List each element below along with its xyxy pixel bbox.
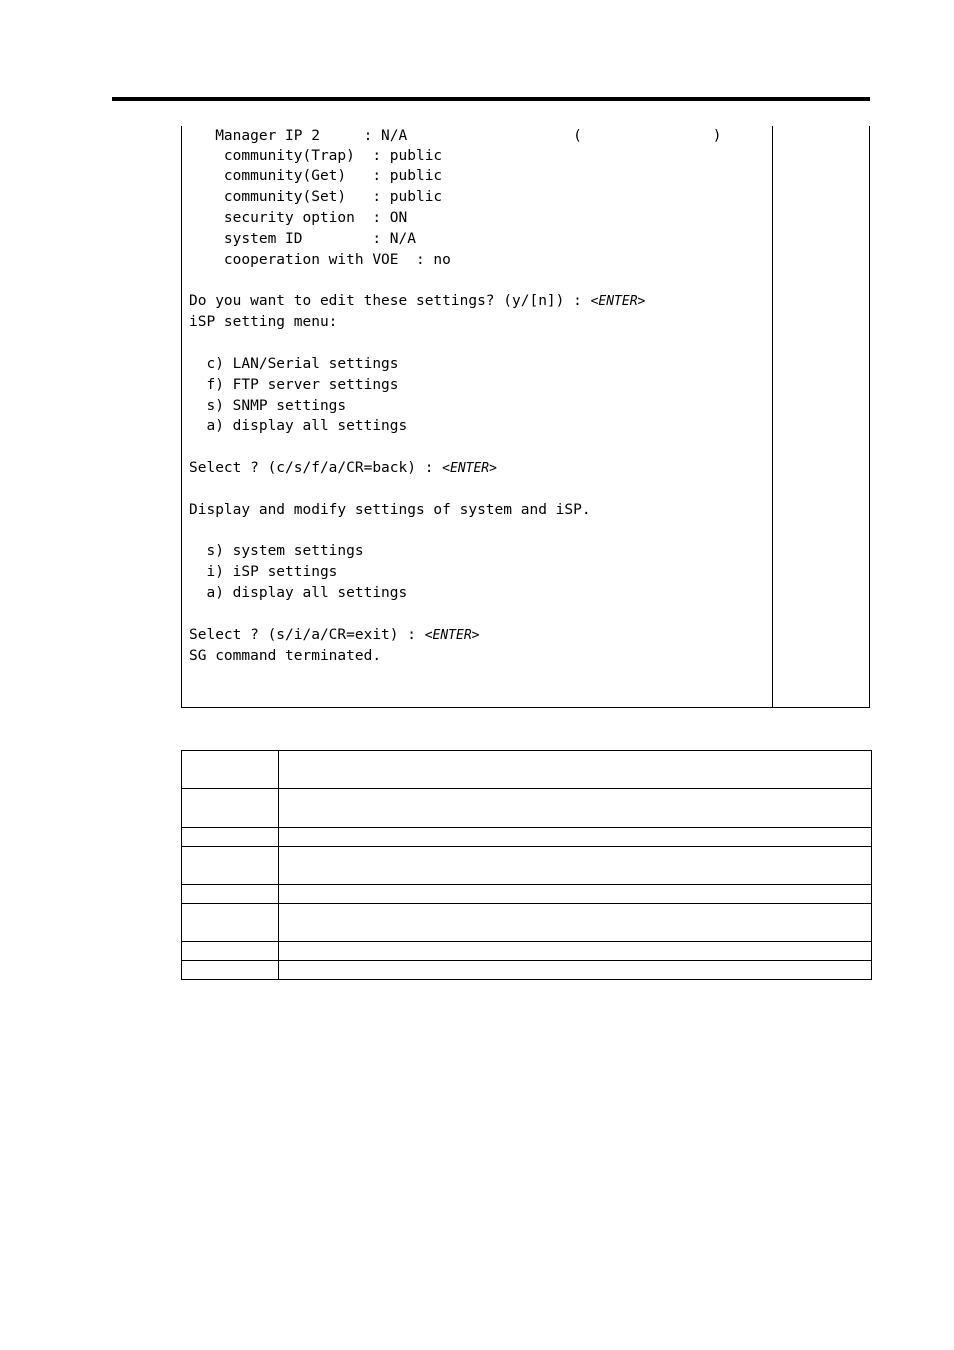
console-line: f) FTP server settings <box>189 377 399 393</box>
console-line: s) SNMP settings <box>189 398 347 414</box>
console-line: security option : ON <box>189 210 408 226</box>
table-row <box>182 885 872 904</box>
console-line: Display and modify settings of system and iSP. <box>189 502 591 518</box>
table-cell <box>279 885 872 904</box>
console-line: i) iSP settings <box>189 564 338 580</box>
console-prompt-line <box>189 625 480 645</box>
console-line: iSP setting menu: <box>189 314 338 330</box>
reference-table <box>181 750 872 980</box>
console-line: cooperation with VOE : no <box>189 252 451 268</box>
table-row <box>182 904 872 942</box>
table-cell <box>182 961 279 980</box>
table-cell <box>279 961 872 980</box>
table-cell <box>182 828 279 847</box>
header-rule <box>112 97 870 101</box>
console-line: SG command terminated. <box>189 648 382 664</box>
console-line: Do you want to edit these settings? (y/[n]) : <box>189 293 591 309</box>
table-row <box>182 961 872 980</box>
table-row <box>182 751 872 789</box>
console-line: a) display all settings <box>189 585 408 601</box>
console-line: Select ? (s/i/a/CR=exit) : <box>189 627 425 643</box>
table-cell <box>182 885 279 904</box>
console-line: c) LAN/Serial settings <box>189 356 399 372</box>
enter-key-label: <ENTER> <box>590 294 646 309</box>
table-cell <box>279 828 872 847</box>
table-row <box>182 789 872 828</box>
console-line: community(Trap) : public <box>189 148 443 164</box>
table-row <box>182 828 872 847</box>
table-cell <box>279 789 872 828</box>
console-line: system ID : N/A <box>189 231 416 247</box>
console-prompt-line <box>189 291 645 311</box>
console-line: Manager IP 2 : N/A ( ) <box>189 128 722 144</box>
table-cell <box>182 904 279 942</box>
table-cell <box>182 847 279 885</box>
console-line: community(Get) : public <box>189 168 443 184</box>
table-cell <box>279 942 872 961</box>
enter-key-label: <ENTER> <box>424 628 480 643</box>
console-line: a) display all settings <box>189 418 408 434</box>
console-prompt-line <box>189 458 497 478</box>
table-row <box>182 942 872 961</box>
console-column-divider <box>772 126 773 708</box>
table-cell <box>279 751 872 789</box>
table-cell <box>182 942 279 961</box>
console-line: s) system settings <box>189 543 364 559</box>
table-cell <box>182 751 279 789</box>
console-line: Select ? (c/s/f/a/CR=back) : <box>189 460 443 476</box>
console-line: community(Set) : public <box>189 189 443 205</box>
table-cell <box>182 789 279 828</box>
table-row <box>182 847 872 885</box>
table-cell <box>279 847 872 885</box>
enter-key-label: <ENTER> <box>442 461 497 476</box>
table-cell <box>279 904 872 942</box>
